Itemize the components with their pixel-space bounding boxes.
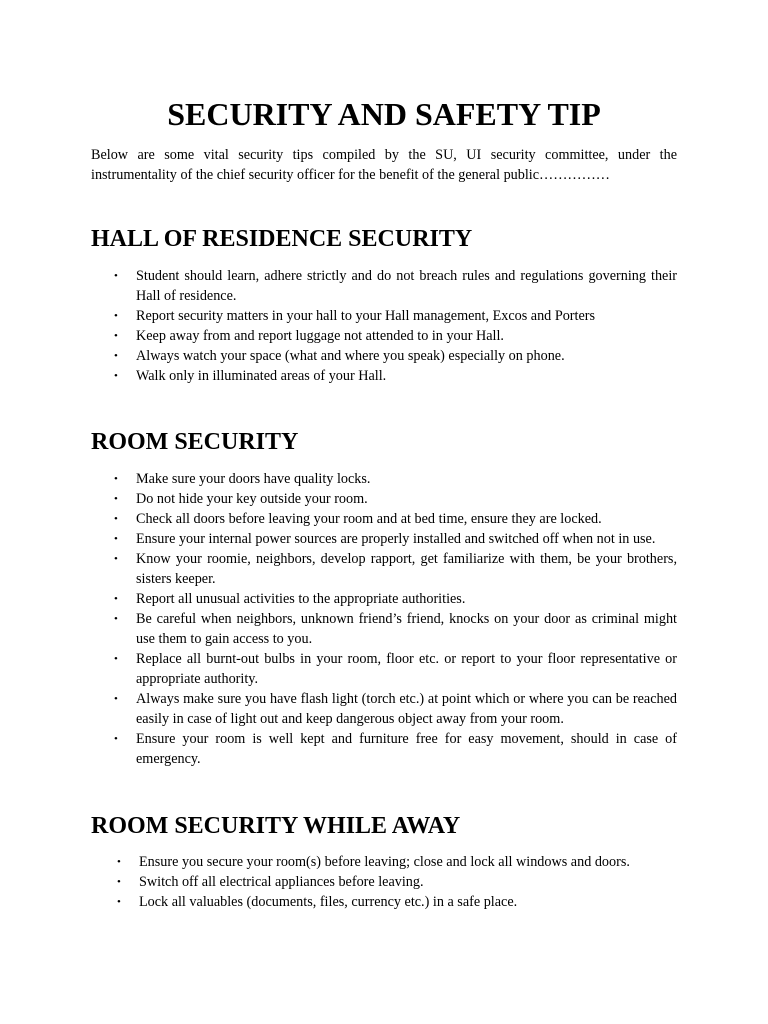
- hall-security-list: [91, 266, 677, 386]
- bullet-icon: •: [117, 876, 121, 888]
- list-item-text: Know your roomie, neighbors, develop rapport, get familiarize with them, be your brothers, sisters keeper.: [136, 551, 677, 587]
- bullet-icon: •: [117, 896, 121, 908]
- bullet-icon: •: [114, 310, 118, 322]
- list-item: [91, 366, 677, 386]
- list-item-text: Ensure you secure your room(s) before leaving; close and lock all windows and doors.: [139, 854, 630, 870]
- bullet-icon: •: [114, 613, 118, 625]
- heading-room-security: ROOM SECURITY: [91, 429, 299, 455]
- list-item-text: Switch off all electrical appliances before leaving.: [139, 874, 424, 890]
- list-item-text: Walk only in illuminated areas of your Hall.: [136, 368, 387, 384]
- list-item-text: Make sure your doors have quality locks.: [136, 471, 371, 487]
- list-item: [91, 306, 677, 326]
- bullet-icon: •: [117, 856, 121, 868]
- list-item-text: Ensure your internal power sources are properly installed and switched off when not in use.: [136, 531, 656, 547]
- bullet-icon: •: [114, 493, 118, 505]
- heading-room-security-while-away: ROOM SECURITY WHILE AWAY: [91, 813, 461, 839]
- intro-paragraph: Below are some vital security tips compiled by the SU, UI security committee, under the instrumentality of the chief security officer for the benefit of the general public……………: [91, 147, 677, 183]
- bullet-icon: •: [114, 653, 118, 665]
- list-item-text: Check all doors before leaving your room and at bed time, ensure they are locked.: [136, 511, 602, 527]
- room-security-list: [91, 469, 677, 769]
- list-item: [91, 689, 677, 729]
- bullet-icon: •: [114, 270, 118, 282]
- bullet-icon: •: [114, 533, 118, 545]
- list-item-text: Ensure your room is well kept and furniture free for easy movement, should in case of emergency.: [136, 731, 677, 767]
- heading-hall-of-residence-security: HALL OF RESIDENCE SECURITY: [91, 226, 473, 252]
- list-item-text: Do not hide your key outside your room.: [136, 491, 368, 507]
- list-item: [91, 529, 677, 549]
- list-item: [91, 509, 677, 529]
- list-item-text: Replace all burnt-out bulbs in your room, floor etc. or report to your floor representative or appropriate authority.: [136, 651, 677, 687]
- bullet-icon: •: [114, 370, 118, 382]
- list-item-text: Be careful when neighbors, unknown friend’s friend, knocks on your door as criminal might use them to gain access to you.: [136, 611, 677, 647]
- list-item: [91, 609, 677, 649]
- bullet-icon: •: [114, 330, 118, 342]
- list-item: [91, 326, 677, 346]
- list-item: [94, 852, 680, 872]
- list-item-text: Keep away from and report luggage not attended to in your Hall.: [136, 328, 504, 344]
- list-item-text: Report security matters in your hall to your Hall management, Excos and Porters: [136, 308, 596, 324]
- list-item-text: Always make sure you have flash light (torch etc.) at point which or where you can be reached easily in case of light out and keep dangerous object away from your room.: [136, 691, 677, 727]
- list-item: [91, 589, 677, 609]
- room-security-away-list: [94, 852, 680, 912]
- list-item-text: Report all unusual activities to the appropriate authorities.: [136, 591, 466, 607]
- list-item: [91, 266, 677, 306]
- bullet-icon: •: [114, 553, 118, 565]
- bullet-icon: •: [114, 593, 118, 605]
- bullet-icon: •: [114, 693, 118, 705]
- list-item: [91, 489, 677, 509]
- bullet-icon: •: [114, 350, 118, 362]
- bullet-icon: •: [114, 513, 118, 525]
- list-item: [91, 469, 677, 489]
- list-item: [91, 346, 677, 366]
- list-item-text: Always watch your space (what and where you speak) especially on phone.: [136, 348, 565, 364]
- list-item: [94, 872, 680, 892]
- list-item: [91, 729, 677, 769]
- list-item-text: Student should learn, adhere strictly and do not breach rules and regulations governing their Hall of residence.: [136, 268, 677, 304]
- list-item-text: Lock all valuables (documents, files, currency etc.) in a safe place.: [139, 894, 518, 910]
- bullet-icon: •: [114, 473, 118, 485]
- list-item: [91, 649, 677, 689]
- document-title: SECURITY AND SAFETY TIP: [167, 96, 601, 132]
- list-item: [91, 549, 677, 589]
- list-item: [94, 892, 680, 912]
- bullet-icon: •: [114, 733, 118, 745]
